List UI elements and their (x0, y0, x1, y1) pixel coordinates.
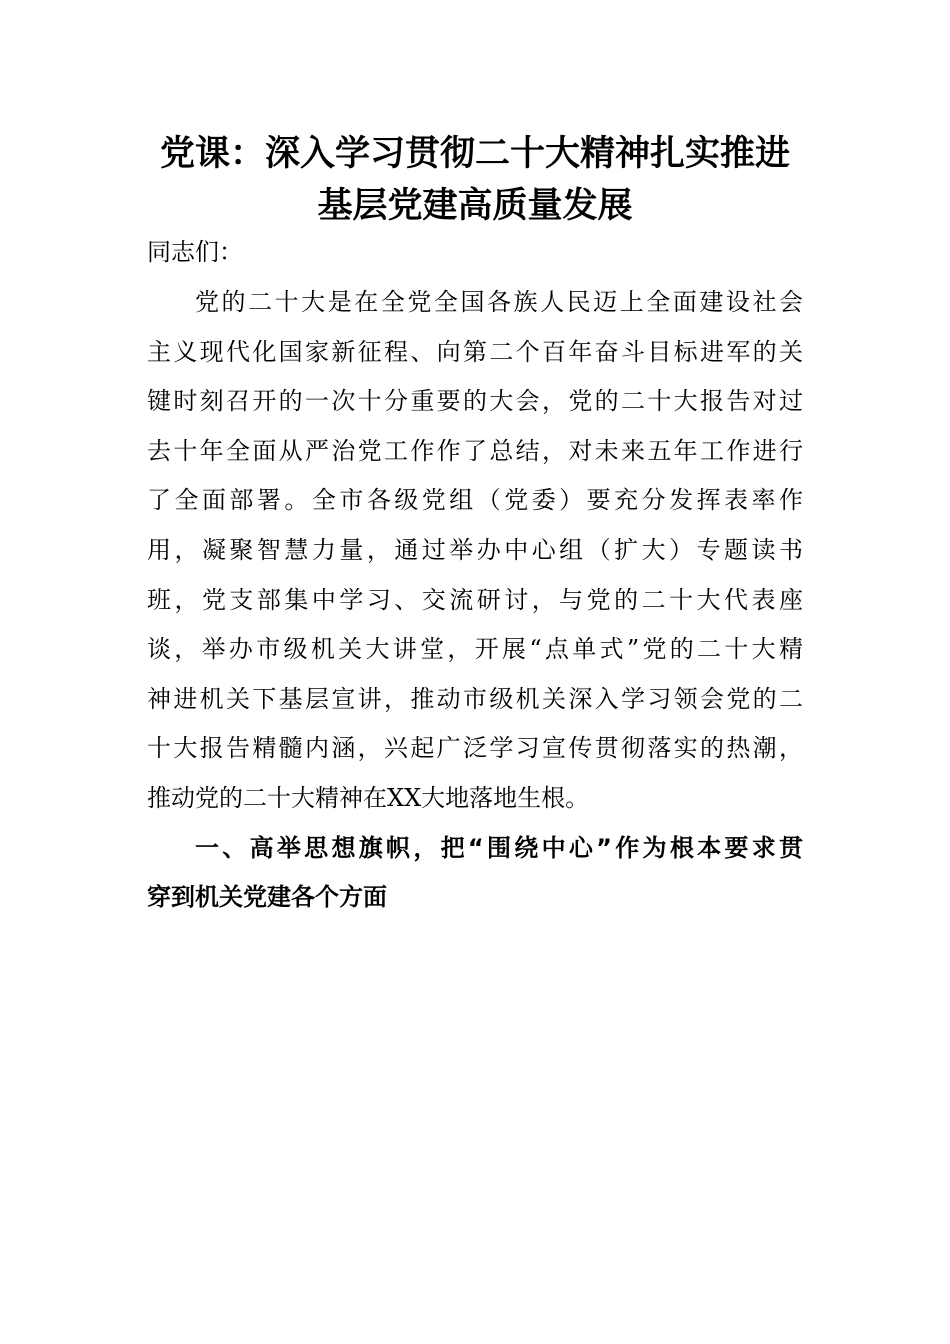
paragraph-line: 主义现代化国家新征程、向第二个百年奋斗目标进军的关 (147, 338, 803, 366)
section-heading-line: 穿到机关党建各个方面 (147, 883, 387, 911)
paragraph-line: 十大报告精髓内涵，兴起广泛学习宣传贯彻落实的热潮， (147, 734, 803, 762)
paragraph-line: 谈，举办市级机关大讲堂，开展“点单式”党的二十大精 (147, 635, 803, 663)
paragraph-line: 党的二十大是在全党全国各族人民迈上全面建设社会 (195, 288, 803, 316)
section-heading-line: 一、高举思想旗帜，把“围绕中心”作为根本要求贯 (195, 834, 803, 862)
salutation: 同志们： (147, 238, 243, 266)
paragraph-line: 去十年全面从严治党工作作了总结，对未来五年工作进行 (147, 437, 803, 465)
paragraph-line: 班，党支部集中学习、交流研讨，与党的二十大代表座 (147, 586, 803, 614)
paragraph-line: 神进机关下基层宣讲，推动市级机关深入学习领会党的二 (147, 685, 803, 713)
document-title-line-2: 基层党建高质量发展 (317, 186, 633, 226)
document-title-line-1: 党课：深入学习贯彻二十大精神扎实推进 (159, 134, 790, 174)
paragraph-line: 用，凝聚智慧力量，通过举办中心组（扩大）专题读书 (147, 536, 803, 564)
paragraph-line: 推动党的二十大精神在XX大地落地生根。 (147, 784, 590, 812)
paragraph-line: 键时刻召开的一次十分重要的大会，党的二十大报告对过 (147, 387, 803, 415)
paragraph-line: 了全面部署。全市各级党组（党委）要充分发挥表率作 (147, 486, 803, 514)
